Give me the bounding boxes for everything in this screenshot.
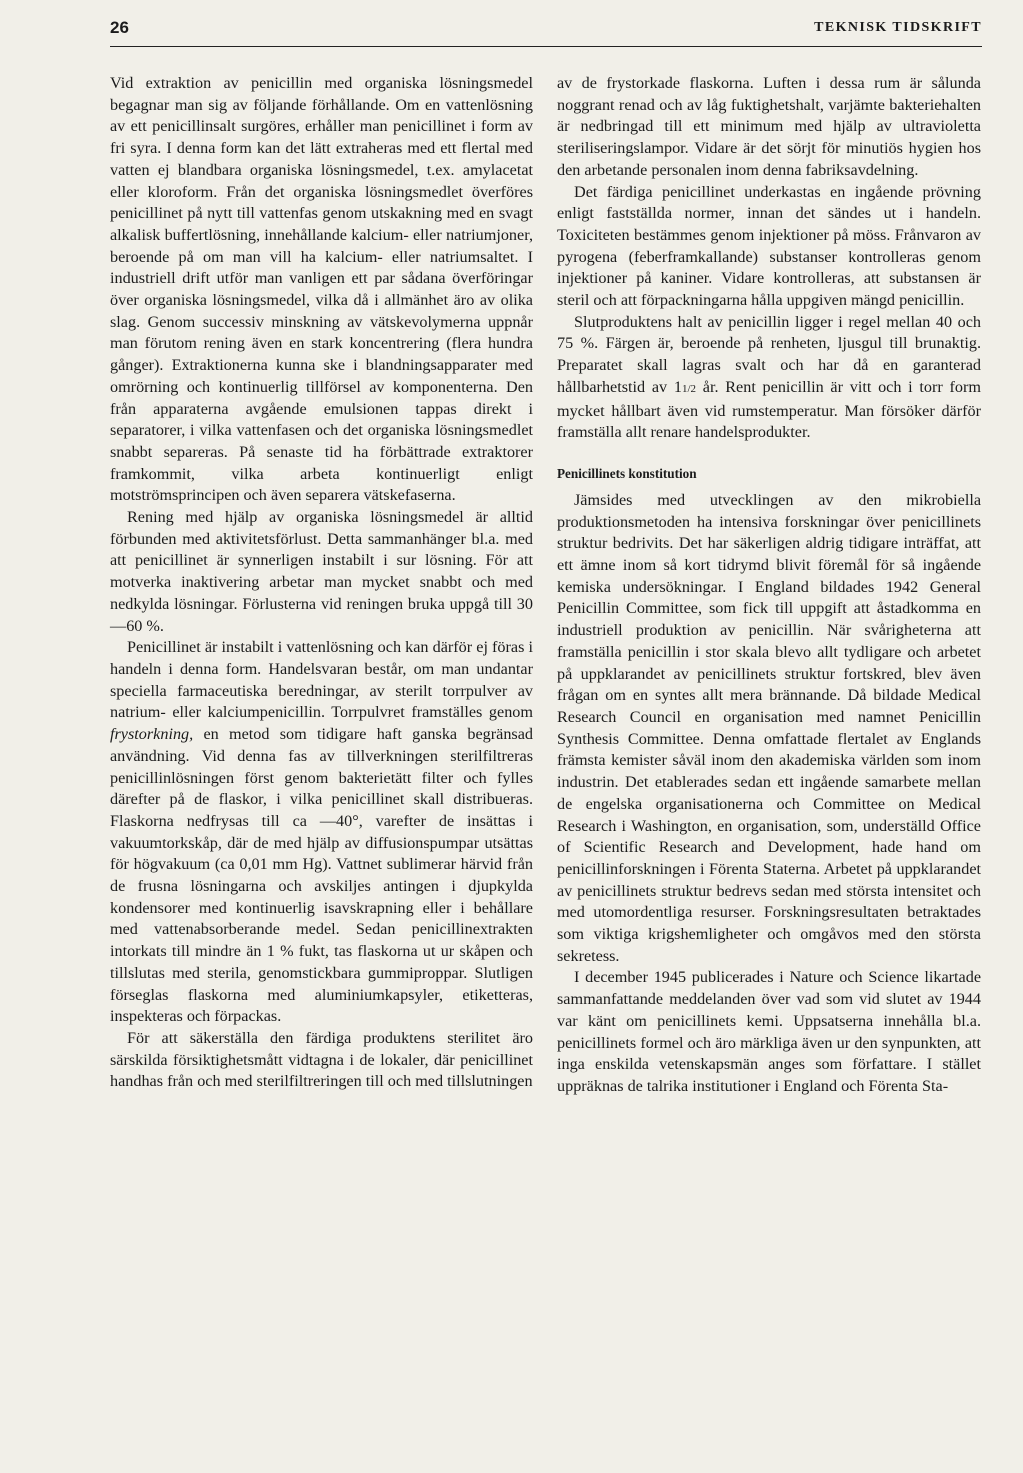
paragraph: Jämsides med utvecklingen av den mikrobiella produktionsmetoden ha intensiva forskningar över penicillinets struktur bedrivits. Det har säkerligen aldrig tidigare inträffat, att ett ämne inom så kort tidrymd blivit föremål för så ingående kemiska undersökningar. I England bildades 1942 General Penicillin Committee, som fick till uppgift att åstadkomma en industriell produktion av penicillin. När svårigheterna att framställa penicillin i stor skala blevo allt tydligare och arbetet på uppklarandet av penicillinets struktur fortskred, blev även frågan om en syntes allt mera brännande. Då bildade Medical Research Council en organisation med namnet Penicillin Synthesis Committee. Denna omfattade flertalet av Englands främsta kemister såväl inom den akademiska världen som inom industrin. Det etablerades sedan ett ingående samarbete mellan de engelska organisationerna och Committee on Medical Research i Washington, en organisation, som, underställd Office of Scientific Research and Development, hade hand om penicillinforskningen i Förenta Staterna. Arbetet på uppklarandet av penicillinets struktur bedrevs sedan med största intensitet och med utomordentliga resurser. Forskningsresultaten betraktades som viktiga krigshemligheter och omgåvos med den största sekretess. (557, 490, 981, 965)
right-column (557, 73, 981, 1098)
paragraph-text: Slutproduktens halt av penicillin ligger i regel mellan 40 och 75 %. Färgen är, beroende på renheten, ljusgul till brunaktig. Preparatet skall lagras svalt och har då en garanterad hållbarhetstid av 1 (557, 312, 981, 396)
fraction: 1/2 (681, 382, 697, 395)
paragraph (110, 637, 533, 1028)
paragraph: För att säkerställa den färdiga produktens sterilitet äro särskilda försiktighetsmått vidtagna i de lokaler, där penicillinet handhas från och med sterilfiltreringen till och med tillslutningen (110, 1028, 533, 1091)
section-heading: Penicillinets konstitution (557, 465, 697, 481)
page-number: 26 (110, 18, 129, 37)
paragraph-text: år. Rent penicillin är vitt och i torr form mycket hållbart även vid rumstemperatur. Man försöker därför framställa allt renare handelsprodukter. (557, 377, 982, 442)
paragraph-text: Penicillinet är instabilt i vattenlösning och kan därför ej föras i handeln i denna form. Handelsvaran består, om man undantar speciella farmaceutiska beredningar, av sterilt torrpulver av natrium- eller kalciumpenicillin. Torrpulvret framställes genom (110, 638, 533, 722)
header-rule (110, 46, 982, 47)
paragraph: I december 1945 publicerades i Nature och Science likartade sammanfattande meddelanden över vad som vid slutet av 1944 var känt om penicillinets kemi. Uppsatserna innehålla bl.a. penicillinets formel och äro märkliga även ur den synpunkten, att inga enskilda vetenskapsmän anges som författare. I stället uppräknas de talrika institutioner i England och Förenta Sta- (557, 968, 981, 1095)
paragraph: av de frystorkade flaskorna. Luften i dessa rum är sålunda noggrant renad och av låg fuktighetshalt, varjämte bakteriehalten är nedbringad till ett minimum med hjälp av ultravioletta steriliseringslampor. Vidare är det sörjt för minutiös hygien hos den arbetande personalen inom denna fabriksavdelning. (557, 74, 981, 179)
left-column (110, 73, 533, 1093)
page-header (110, 18, 982, 44)
italic-term: frystorkning, (110, 725, 194, 744)
paragraph (557, 312, 981, 444)
paragraph: Vid extraktion av penicillin med organiska lösningsmedel begagnar man sig av följande förhållande. Om en vattenlösning av ett penicillinsalt surgöres, erhåller man penicillinet i form av fri syra. I denna form kan det lätt extraheras med ett flertal med vatten ej blandbara organiska lösningsmedel, t.ex. amylacetat eller kloroform. Från det organiska lösningsmedlet överföres penicillinet på nytt till vattenfas genom utskakning med en svagt alkalisk buffertlösning, innehållande kalcium- eller natriumjoner, beroende på om man vill ha kalcium- eller natriumsaltet. I industriell drift utför man vanligen ett par sådana överföringar över organiska lösningsmedel, vilka då i allmänhet äro av olika slag. Genom successiv minskning av vätskevolymerna uppnår man förutom rening även en stark koncentrering (flera hundra gånger). Extraktionerna kunna ske i blandningsapparater med omrörning och kontinuerlig tillförsel av komponenterna. Den från apparaterna avgående emulsionen tappas direkt i separatorer, i vilka vattenfasen och det organiska lösningsmedlet snabbt separeras. På senaste tid ha förbättrade extraktorer framkommit, vilka arbeta kontinuerligt enligt motströmsprincipen och även separera vätskefaserna. (110, 74, 533, 505)
journal-title: TEKNISK TIDSKRIFT (814, 20, 982, 35)
paragraph-text: en metod som tidigare haft ganska begränsad användning. Vid denna fas av tillverkningen sterilfiltreras penicillinlösningen först genom bakterietätt filter och fylles därefter på de flaskor, i vilka penicillinet skall distribueras. Flaskorna nedfrysas till ca —40°, varefter de insättas i vakuumtorkskåp, där de med hjälp av diffusionspumpar utsättas för högvakuum (ca 0,01 mm Hg). Vattnet sublimerar härvid från de frusna lösningarna och avskiljes antingen i djupkylda kondensorer med kontinuerlig isavskrapning eller i behållare med vattenabsorberande medel. Sedan penicillinextrakten intorkats till mindre än 1 % fukt, tas flaskorna ut ur skåpen och tillslutas med sterila, genomstickbara gummiproppar. Slutligen förseglas flaskorna med aluminiumkapsyler, etiketteras, inspekteras och förpackas. (110, 725, 533, 1026)
paragraph: Det färdiga penicillinet underkastas en ingående prövning enligt fastställda normer, innan det sändes ut i handeln. Toxiciteten bestämmes genom injektioner på möss. Frånvaron av pyrogena (feberframkallande) substanser kontrolleras genom injektioner på kaniner. Vidare kontrolleras, att substansen är steril och att förpackningarna hålla uppgiven mängd penicillin. (557, 182, 981, 310)
paragraph: Rening med hjälp av organiska lösningsmedel är alltid förbunden med aktivitetsförlust. Detta sammanhänger bl.a. med att penicillinet är synnerligen instabilt i sur lösning. För att motverka inaktivering arbetar man mycket snabbt och med nedkylda lösningar. Förlusterna vid reningen bruka uppgå till 30—60 %. (110, 508, 533, 635)
